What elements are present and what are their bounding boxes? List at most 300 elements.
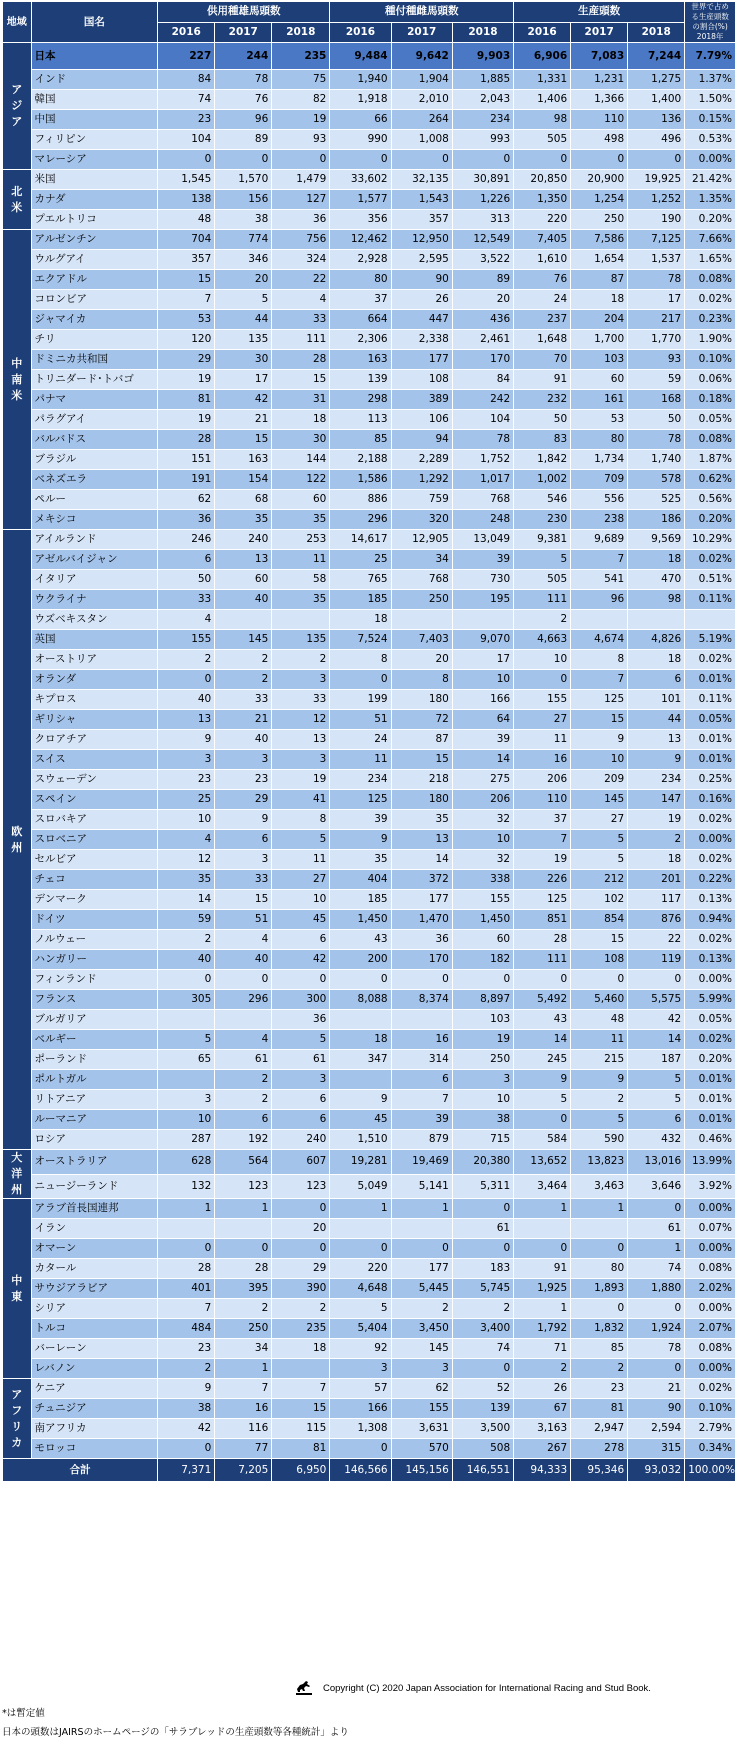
value-cell: 154 bbox=[215, 470, 272, 490]
value-cell: 102 bbox=[571, 890, 628, 910]
value-cell: 103 bbox=[571, 350, 628, 370]
table-row bbox=[3, 150, 736, 170]
value-cell bbox=[215, 1010, 272, 1030]
table-row bbox=[3, 1399, 736, 1419]
value-cell: 227 bbox=[158, 43, 215, 70]
value-cell: 10 bbox=[514, 650, 571, 670]
value-cell: 60 bbox=[215, 570, 272, 590]
country-name: バーレーン bbox=[31, 1339, 158, 1359]
value-cell: 250 bbox=[452, 1050, 513, 1070]
value-cell: 4,826 bbox=[628, 630, 685, 650]
value-cell bbox=[158, 1219, 215, 1239]
value-cell: 62 bbox=[158, 490, 215, 510]
value-cell: 0 bbox=[215, 150, 272, 170]
value-cell: 1,700 bbox=[571, 330, 628, 350]
value-cell: 53 bbox=[158, 310, 215, 330]
value-cell: 16 bbox=[215, 1399, 272, 1419]
region-cell bbox=[3, 1199, 32, 1379]
country-name: スペイン bbox=[31, 790, 158, 810]
value-cell: 12 bbox=[272, 710, 330, 730]
value-cell: 27 bbox=[571, 810, 628, 830]
value-cell: 6 bbox=[272, 1090, 330, 1110]
value-cell: 59 bbox=[628, 370, 685, 390]
value-cell: 0 bbox=[158, 1239, 215, 1259]
table-row bbox=[3, 510, 736, 530]
value-cell: 67 bbox=[514, 1399, 571, 1419]
value-cell: 1,885 bbox=[452, 70, 513, 90]
value-cell: 578 bbox=[628, 470, 685, 490]
value-cell: 246 bbox=[158, 530, 215, 550]
value-cell: 19 bbox=[158, 410, 215, 430]
value-cell: 1,770 bbox=[628, 330, 685, 350]
value-cell: 5 bbox=[628, 1090, 685, 1110]
value-cell: 45 bbox=[330, 1110, 391, 1130]
horse-icon bbox=[294, 1678, 314, 1696]
share-cell: 0.00% bbox=[685, 1239, 736, 1259]
value-cell: 0 bbox=[628, 1199, 685, 1219]
share-cell: 5.99% bbox=[685, 990, 736, 1010]
value-cell: 0 bbox=[272, 1239, 330, 1259]
value-cell: 8 bbox=[571, 650, 628, 670]
value-cell: 50 bbox=[514, 410, 571, 430]
value-cell: 3 bbox=[158, 750, 215, 770]
value-cell: 357 bbox=[391, 210, 452, 230]
share-cell: 0.22% bbox=[685, 870, 736, 890]
table-row bbox=[3, 310, 736, 330]
value-cell: 0 bbox=[514, 970, 571, 990]
share-cell: 2.79% bbox=[685, 1419, 736, 1439]
value-cell: 5,445 bbox=[391, 1279, 452, 1299]
value-cell bbox=[215, 610, 272, 630]
table-row bbox=[3, 1090, 736, 1110]
share-cell: 0.06% bbox=[685, 370, 736, 390]
value-cell: 3 bbox=[215, 750, 272, 770]
value-cell: 12,950 bbox=[391, 230, 452, 250]
header-stallions: 供用種雄馬頭数 bbox=[158, 2, 330, 23]
value-cell: 78 bbox=[452, 430, 513, 450]
header-foals: 生産頭数 bbox=[514, 2, 685, 23]
value-cell: 0 bbox=[215, 970, 272, 990]
value-cell bbox=[330, 1010, 391, 1030]
region-cell bbox=[3, 1150, 32, 1199]
value-cell: 730 bbox=[452, 570, 513, 590]
value-cell: 39 bbox=[452, 730, 513, 750]
value-cell: 80 bbox=[571, 1259, 628, 1279]
country-name: ブラジル bbox=[31, 450, 158, 470]
table-row bbox=[3, 1219, 736, 1239]
value-cell: 2,594 bbox=[628, 1419, 685, 1439]
value-cell: 24 bbox=[514, 290, 571, 310]
value-cell: 2 bbox=[514, 1359, 571, 1379]
country-name: ギリシャ bbox=[31, 710, 158, 730]
value-cell: 61 bbox=[272, 1050, 330, 1070]
value-cell: 2 bbox=[215, 1299, 272, 1319]
value-cell: 155 bbox=[452, 890, 513, 910]
value-cell: 35 bbox=[272, 510, 330, 530]
value-cell: 7 bbox=[272, 1379, 330, 1399]
value-cell: 9 bbox=[514, 1070, 571, 1090]
value-cell: 57 bbox=[330, 1379, 391, 1399]
table-row bbox=[3, 1359, 736, 1379]
value-cell: 81 bbox=[571, 1399, 628, 1419]
header-year: 2016 bbox=[158, 22, 215, 43]
region-label: 大洋州 bbox=[11, 1151, 23, 1196]
value-cell: 296 bbox=[330, 510, 391, 530]
value-cell: 9,903 bbox=[452, 43, 513, 70]
value-cell: 2 bbox=[158, 650, 215, 670]
value-cell: 2 bbox=[452, 1299, 513, 1319]
share-cell: 1.65% bbox=[685, 250, 736, 270]
value-cell: 117 bbox=[628, 890, 685, 910]
value-cell: 1,610 bbox=[514, 250, 571, 270]
value-cell: 22 bbox=[628, 930, 685, 950]
value-cell: 177 bbox=[391, 350, 452, 370]
value-cell: 113 bbox=[330, 410, 391, 430]
country-name: カナダ bbox=[31, 190, 158, 210]
total-value: 93,032 bbox=[628, 1459, 685, 1482]
value-cell: 7,586 bbox=[571, 230, 628, 250]
value-cell: 447 bbox=[391, 310, 452, 330]
value-cell: 168 bbox=[628, 390, 685, 410]
header-mares: 種付種雌馬頭数 bbox=[330, 2, 514, 23]
share-cell: 21.42% bbox=[685, 170, 736, 190]
value-cell: 5,492 bbox=[514, 990, 571, 1010]
value-cell: 245 bbox=[514, 1050, 571, 1070]
value-cell: 0 bbox=[391, 970, 452, 990]
value-cell: 78 bbox=[215, 70, 272, 90]
value-cell: 40 bbox=[215, 590, 272, 610]
value-cell: 14 bbox=[628, 1030, 685, 1050]
value-cell: 570 bbox=[391, 1439, 452, 1459]
value-cell: 36 bbox=[158, 510, 215, 530]
table-row bbox=[3, 590, 736, 610]
value-cell: 0 bbox=[514, 670, 571, 690]
share-cell bbox=[685, 610, 736, 630]
value-cell: 28 bbox=[272, 350, 330, 370]
value-cell: 212 bbox=[571, 870, 628, 890]
value-cell: 27 bbox=[514, 710, 571, 730]
value-cell: 145 bbox=[391, 1339, 452, 1359]
value-cell: 226 bbox=[514, 870, 571, 890]
value-cell: 242 bbox=[452, 390, 513, 410]
country-name: ポーランド bbox=[31, 1050, 158, 1070]
share-cell: 0.62% bbox=[685, 470, 736, 490]
country-name: ベルギー bbox=[31, 1030, 158, 1050]
value-cell: 96 bbox=[215, 110, 272, 130]
value-cell: 19 bbox=[628, 810, 685, 830]
table-row bbox=[3, 610, 736, 630]
value-cell: 5,311 bbox=[452, 1174, 513, 1199]
value-cell: 93 bbox=[272, 130, 330, 150]
value-cell: 30 bbox=[215, 350, 272, 370]
country-name: ルーマニア bbox=[31, 1110, 158, 1130]
value-cell: 24 bbox=[330, 730, 391, 750]
value-cell: 1,832 bbox=[571, 1319, 628, 1339]
value-cell: 68 bbox=[215, 490, 272, 510]
value-cell: 37 bbox=[330, 290, 391, 310]
value-cell: 29 bbox=[158, 350, 215, 370]
header-year: 2016 bbox=[514, 22, 571, 43]
table-row bbox=[3, 390, 736, 410]
share-cell: 0.01% bbox=[685, 1110, 736, 1130]
value-cell: 6 bbox=[272, 1110, 330, 1130]
share-cell: 0.00% bbox=[685, 1299, 736, 1319]
table-row bbox=[3, 770, 736, 790]
value-cell: 2,289 bbox=[391, 450, 452, 470]
value-cell: 132 bbox=[158, 1174, 215, 1199]
value-cell: 139 bbox=[452, 1399, 513, 1419]
value-cell: 14 bbox=[391, 850, 452, 870]
value-cell: 9 bbox=[571, 730, 628, 750]
share-cell: 0.20% bbox=[685, 510, 736, 530]
country-name: モロッコ bbox=[31, 1439, 158, 1459]
share-cell: 0.01% bbox=[685, 750, 736, 770]
value-cell: 30 bbox=[272, 430, 330, 450]
value-cell: 2,461 bbox=[452, 330, 513, 350]
table-row bbox=[3, 230, 736, 250]
value-cell: 44 bbox=[628, 710, 685, 730]
share-cell: 2.02% bbox=[685, 1279, 736, 1299]
value-cell: 470 bbox=[628, 570, 685, 590]
value-cell: 0 bbox=[272, 150, 330, 170]
total-value: 7,205 bbox=[215, 1459, 272, 1482]
share-cell: 0.10% bbox=[685, 350, 736, 370]
value-cell: 17 bbox=[452, 650, 513, 670]
value-cell: 774 bbox=[215, 230, 272, 250]
value-cell: 96 bbox=[571, 590, 628, 610]
value-cell: 1 bbox=[514, 1199, 571, 1219]
value-cell bbox=[330, 1070, 391, 1090]
share-cell: 0.25% bbox=[685, 770, 736, 790]
table-row bbox=[3, 1239, 736, 1259]
value-cell: 51 bbox=[330, 710, 391, 730]
value-cell: 42 bbox=[628, 1010, 685, 1030]
value-cell: 4,663 bbox=[514, 630, 571, 650]
note-provisional: *は暫定値 bbox=[2, 1708, 45, 1719]
value-cell: 1,918 bbox=[330, 90, 391, 110]
value-cell: 2 bbox=[272, 650, 330, 670]
value-cell: 18 bbox=[628, 850, 685, 870]
country-name: イタリア bbox=[31, 570, 158, 590]
value-cell: 10 bbox=[158, 810, 215, 830]
region-label: 中南米 bbox=[11, 356, 23, 402]
value-cell: 39 bbox=[452, 550, 513, 570]
value-cell: 12,462 bbox=[330, 230, 391, 250]
table-row bbox=[3, 1174, 736, 1199]
country-name: スロバキア bbox=[31, 810, 158, 830]
value-cell: 7,405 bbox=[514, 230, 571, 250]
value-cell: 876 bbox=[628, 910, 685, 930]
value-cell: 8 bbox=[272, 810, 330, 830]
share-cell: 0.46% bbox=[685, 1130, 736, 1150]
value-cell: 40 bbox=[215, 730, 272, 750]
country-name: トリニダード･トバゴ bbox=[31, 370, 158, 390]
value-cell: 80 bbox=[571, 430, 628, 450]
value-cell: 1 bbox=[158, 1199, 215, 1219]
country-name: アラブ首長国連邦 bbox=[31, 1199, 158, 1219]
value-cell bbox=[391, 1010, 452, 1030]
value-cell: 13,823 bbox=[571, 1150, 628, 1175]
table-row bbox=[3, 430, 736, 450]
value-cell: 4 bbox=[272, 290, 330, 310]
value-cell: 2,338 bbox=[391, 330, 452, 350]
value-cell: 709 bbox=[571, 470, 628, 490]
value-cell: 232 bbox=[514, 390, 571, 410]
value-cell: 1,752 bbox=[452, 450, 513, 470]
share-cell: 0.23% bbox=[685, 310, 736, 330]
total-row bbox=[3, 1459, 736, 1482]
value-cell: 5 bbox=[514, 550, 571, 570]
table-row bbox=[3, 270, 736, 290]
value-cell: 1,924 bbox=[628, 1319, 685, 1339]
value-cell: 108 bbox=[571, 950, 628, 970]
value-cell: 0 bbox=[158, 670, 215, 690]
share-cell: 0.15% bbox=[685, 110, 736, 130]
value-cell: 15 bbox=[571, 710, 628, 730]
share-cell: 1.87% bbox=[685, 450, 736, 470]
value-cell: 1,275 bbox=[628, 70, 685, 90]
value-cell: 15 bbox=[158, 270, 215, 290]
header-year: 2017 bbox=[391, 22, 452, 43]
country-name: ドミニカ共和国 bbox=[31, 350, 158, 370]
value-cell: 76 bbox=[215, 90, 272, 110]
country-name: ドイツ bbox=[31, 910, 158, 930]
value-cell: 155 bbox=[514, 690, 571, 710]
value-cell: 71 bbox=[514, 1339, 571, 1359]
value-cell: 23 bbox=[571, 1379, 628, 1399]
value-cell: 2,306 bbox=[330, 330, 391, 350]
value-cell: 315 bbox=[628, 1439, 685, 1459]
value-cell: 26 bbox=[391, 290, 452, 310]
table-row bbox=[3, 190, 736, 210]
value-cell: 0 bbox=[452, 150, 513, 170]
value-cell: 44 bbox=[215, 310, 272, 330]
value-cell: 9 bbox=[158, 730, 215, 750]
value-cell: 10 bbox=[272, 890, 330, 910]
value-cell: 13 bbox=[272, 730, 330, 750]
country-name: パラグアイ bbox=[31, 410, 158, 430]
country-name: オランダ bbox=[31, 670, 158, 690]
country-name: アルゼンチン bbox=[31, 230, 158, 250]
value-cell: 1,008 bbox=[391, 130, 452, 150]
value-cell: 53 bbox=[571, 410, 628, 430]
header-year: 2017 bbox=[215, 22, 272, 43]
country-name: ウクライナ bbox=[31, 590, 158, 610]
value-cell: 74 bbox=[628, 1259, 685, 1279]
value-cell: 15 bbox=[272, 370, 330, 390]
country-name: 英国 bbox=[31, 630, 158, 650]
value-cell: 35 bbox=[158, 870, 215, 890]
value-cell: 19 bbox=[514, 850, 571, 870]
value-cell: 18 bbox=[330, 610, 391, 630]
value-cell: 314 bbox=[391, 1050, 452, 1070]
country-name: アイルランド bbox=[31, 530, 158, 550]
value-cell bbox=[330, 1219, 391, 1239]
value-cell: 5 bbox=[272, 1030, 330, 1050]
value-cell: 395 bbox=[215, 1279, 272, 1299]
value-cell: 16 bbox=[391, 1030, 452, 1050]
value-cell: 484 bbox=[158, 1319, 215, 1339]
share-cell: 0.00% bbox=[685, 150, 736, 170]
value-cell: 0 bbox=[391, 150, 452, 170]
value-cell: 145 bbox=[571, 790, 628, 810]
value-cell: 10 bbox=[452, 670, 513, 690]
share-cell: 0.00% bbox=[685, 970, 736, 990]
share-cell: 0.01% bbox=[685, 1090, 736, 1110]
value-cell: 60 bbox=[272, 490, 330, 510]
value-cell: 275 bbox=[452, 770, 513, 790]
value-cell: 2 bbox=[215, 1090, 272, 1110]
value-cell: 220 bbox=[514, 210, 571, 230]
value-cell: 9 bbox=[571, 1070, 628, 1090]
value-cell: 84 bbox=[452, 370, 513, 390]
value-cell: 250 bbox=[571, 210, 628, 230]
value-cell: 125 bbox=[571, 690, 628, 710]
value-cell: 253 bbox=[272, 530, 330, 550]
share-cell: 0.20% bbox=[685, 1050, 736, 1070]
country-name: トルコ bbox=[31, 1319, 158, 1339]
value-cell: 33 bbox=[272, 310, 330, 330]
table-row bbox=[3, 410, 736, 430]
share-cell: 0.05% bbox=[685, 1010, 736, 1030]
table-row bbox=[3, 570, 736, 590]
share-cell: 2.07% bbox=[685, 1319, 736, 1339]
country-name: オマーン bbox=[31, 1239, 158, 1259]
value-cell: 26 bbox=[514, 1379, 571, 1399]
value-cell: 1,002 bbox=[514, 470, 571, 490]
value-cell: 7,244 bbox=[628, 43, 685, 70]
value-cell: 111 bbox=[272, 330, 330, 350]
value-cell: 372 bbox=[391, 870, 452, 890]
country-name: セルビア bbox=[31, 850, 158, 870]
value-cell: 111 bbox=[514, 590, 571, 610]
value-cell: 436 bbox=[452, 310, 513, 330]
value-cell: 6 bbox=[215, 830, 272, 850]
share-cell: 3.92% bbox=[685, 1174, 736, 1199]
value-cell: 10 bbox=[452, 1090, 513, 1110]
value-cell: 765 bbox=[330, 570, 391, 590]
value-cell: 1,545 bbox=[158, 170, 215, 190]
value-cell: 20 bbox=[391, 650, 452, 670]
share-cell: 0.02% bbox=[685, 290, 736, 310]
country-name: オーストリア bbox=[31, 650, 158, 670]
value-cell: 230 bbox=[514, 510, 571, 530]
value-cell: 209 bbox=[571, 770, 628, 790]
region-label: 欧州 bbox=[11, 824, 23, 854]
value-cell: 296 bbox=[215, 990, 272, 1010]
value-cell: 16 bbox=[514, 750, 571, 770]
value-cell: 2 bbox=[215, 650, 272, 670]
value-cell: 990 bbox=[330, 130, 391, 150]
value-cell: 151 bbox=[158, 450, 215, 470]
value-cell: 110 bbox=[514, 790, 571, 810]
jairs-logo bbox=[294, 1678, 314, 1696]
table-row bbox=[3, 710, 736, 730]
value-cell: 147 bbox=[628, 790, 685, 810]
value-cell: 2,188 bbox=[330, 450, 391, 470]
value-cell: 18 bbox=[272, 410, 330, 430]
value-cell: 18 bbox=[272, 1339, 330, 1359]
value-cell: 82 bbox=[272, 90, 330, 110]
header-year: 2018 bbox=[272, 22, 330, 43]
value-cell: 1,017 bbox=[452, 470, 513, 490]
value-cell: 2 bbox=[158, 1359, 215, 1379]
value-cell: 177 bbox=[391, 890, 452, 910]
value-cell: 346 bbox=[215, 250, 272, 270]
value-cell: 1,479 bbox=[272, 170, 330, 190]
value-cell: 1,470 bbox=[391, 910, 452, 930]
value-cell: 0 bbox=[514, 1110, 571, 1130]
